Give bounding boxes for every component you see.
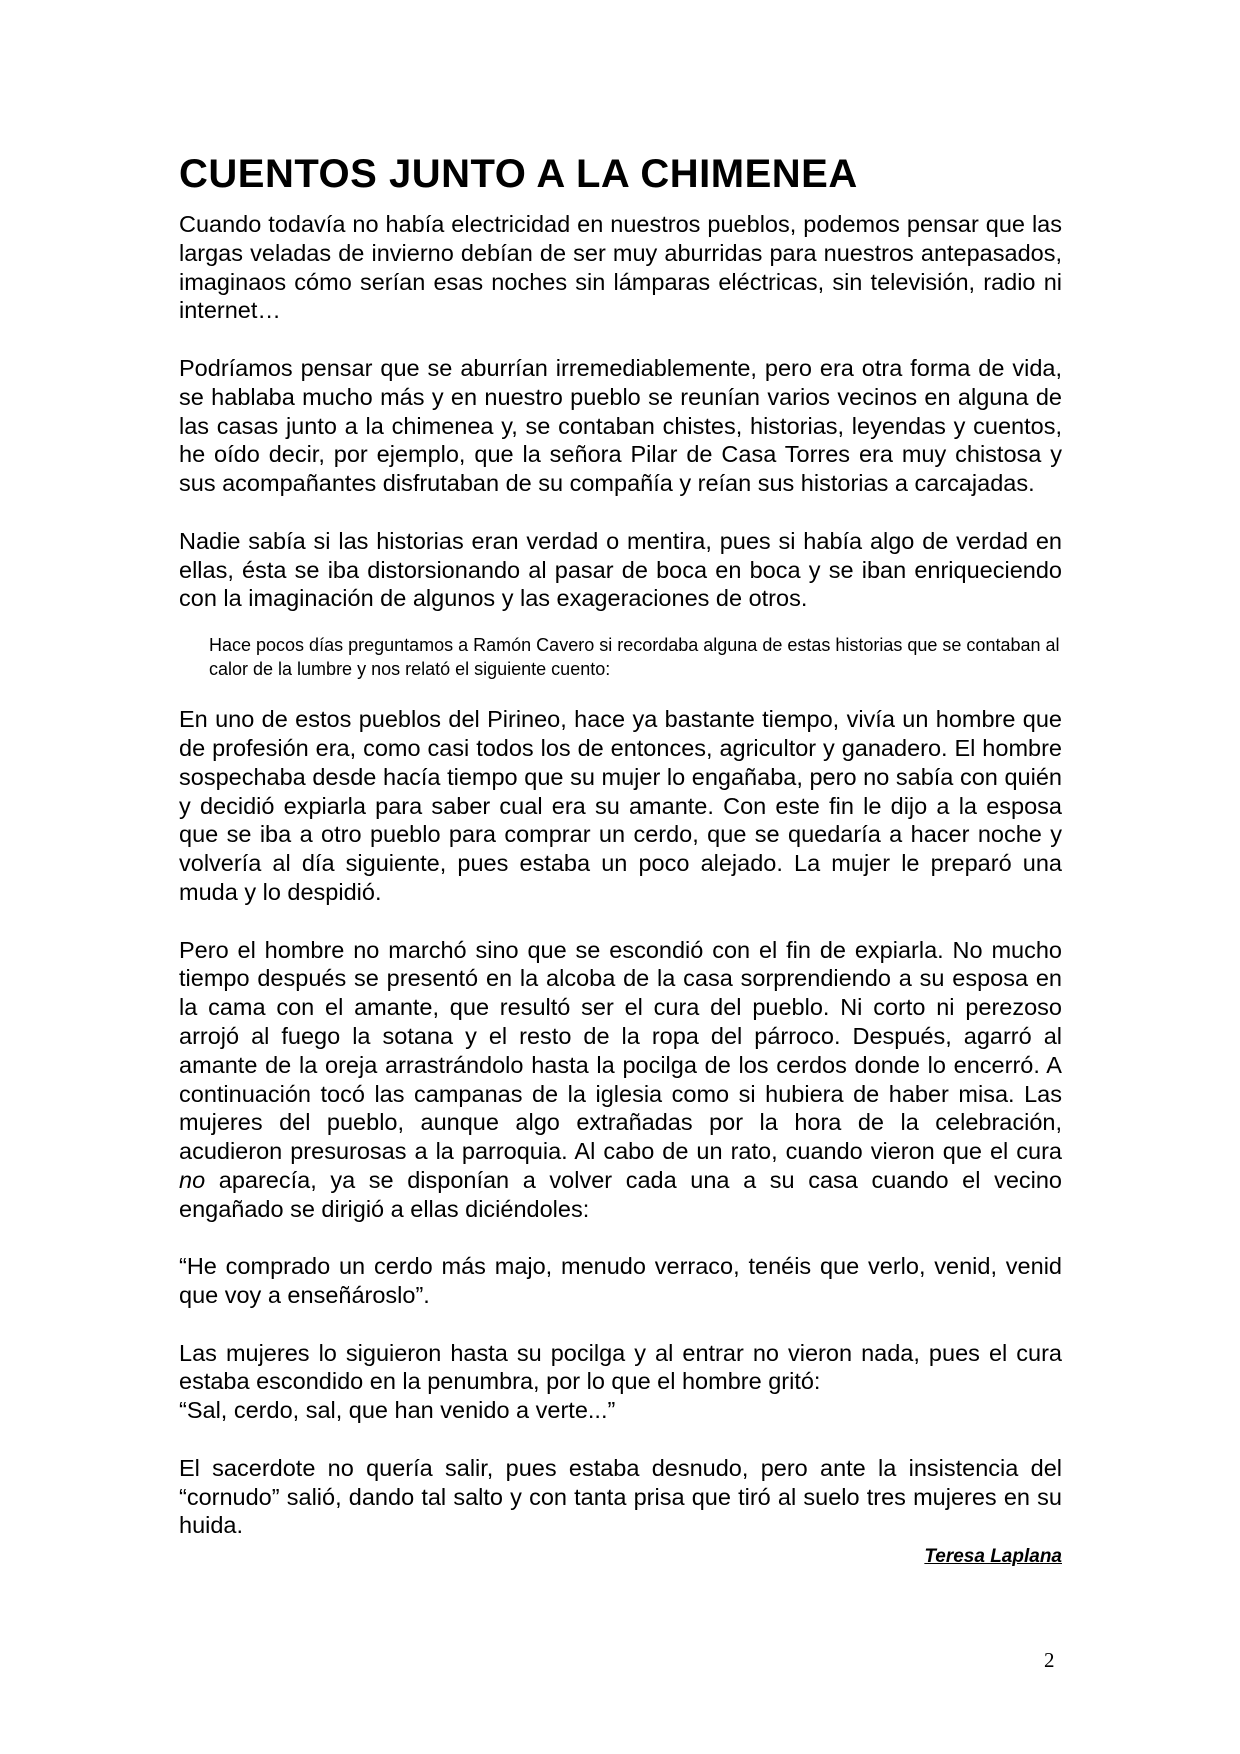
story-paragraph-2 [179,936,1062,1224]
story-paragraph-5: El sacerdote no quería salir, pues estaba desnudo, pero ante la insistencia del “cornudo” salió, dando tal salto y con tanta prisa que tiró al suelo tres mujeres en su huida. [179,1454,1062,1539]
author-signature: Teresa Laplana [924,1546,1062,1568]
paragraph-gatherings: Podríamos pensar que se aburrían irremediablemente, pero era otra forma de vida, se hablaba mucho más y en nuestro pueblo se reunían varios vecinos en alguna de las casas junto a la chimenea y, se contaban chistes, historias, leyendas y cuentos, he oído decir, por ejemplo, que la señora Pilar de Casa Torres era muy chistosa y sus acompañantes disfrutaban de su compañía y reían sus historias a carcajadas. [179,354,1062,497]
story-paragraph-1: En uno de estos pueblos del Pirineo, hace ya bastante tiempo, vivía un hombre que de profesión era, como casi todos los de entonces, agricultor y ganadero. El hombre sospechaba desde hacía tiempo que su mujer lo engañaba, pero no sabía con quién y decidió expiarla para saber cual era su amante. Con este fin le dijo a la esposa que se iba a otro pueblo para comprar un cerdo, que se quedaría a hacer noche y volvería al día siguiente, pues estaba un poco alejado. La mujer le preparó una muda y lo despidió. [179,706,1062,905]
story-paragraph-2-emphasis: no [179,1166,206,1193]
story-paragraph-2-start: Pero el hombre no marchó sino que se escondió con el fin de expiarla. No mucho tiempo después se presentó en la alcoba de la casa sorprendiendo a su esposa en la cama con el amante, que resultó ser el cura del pueblo. Ni corto ni perezoso arrojó al fuego la sotana y el resto de la ropa del párroco. Después, agarró al amante de la oreja arrastrándolo hasta la pocilga de los cerdos donde lo encerró. A continuación tocó las campanas de la iglesia como si hubiera de haber misa. Las mujeres del pueblo, aunque algo extrañadas por la hora de la celebración, acudieron presurosas a la parroquia. Al cabo de un rato, cuando vieron que el cura [179,936,1062,1165]
document-title: CUENTOS JUNTO A LA CHIMENEA [179,152,858,196]
intro-note: Hace pocos días preguntamos a Ramón Cavero si recordaba alguna de estas historias que se contaban al calor de la lumbre y nos relató el siguiente cuento: [209,635,1060,680]
story-shout: “Sal, cerdo, sal, que han venido a verte...” [179,1397,616,1424]
paragraph-intro: Cuando todavía no había electricidad en nuestros pueblos, podemos pensar que las largas veladas de invierno debían de ser muy aburridas para nuestros antepasados, imaginaos cómo serían esas noches sin lámparas eléctricas, sin televisión, radio ni internet… [179,211,1062,324]
document-page [179,150,1062,1568]
page-number: 2 [1044,1648,1055,1672]
paragraph-truth: Nadie sabía si las historias eran verdad o mentira, pues si había algo de verdad en ellas, ésta se iba distorsionando al pasar de boca en boca y se iban enriqueciendo con la imaginación de algunos y las exageraciones de otros. [179,527,1062,612]
story-paragraph-4: Las mujeres lo siguieron hasta su pocilga y al entrar no vieron nada, pues el cura estaba escondido en la penumbra, por lo que el hombre gritó: [179,1339,1062,1395]
story-quote: “He comprado un cerdo más majo, menudo verraco, tenéis que verlo, venid, venid que voy a enseñároslo”. [179,1253,1062,1309]
story-paragraph-2-end: aparecía, ya se disponían a volver cada una a su casa cuando el vecino engañado se dirigió a ellas diciéndoles: [179,1166,1062,1222]
